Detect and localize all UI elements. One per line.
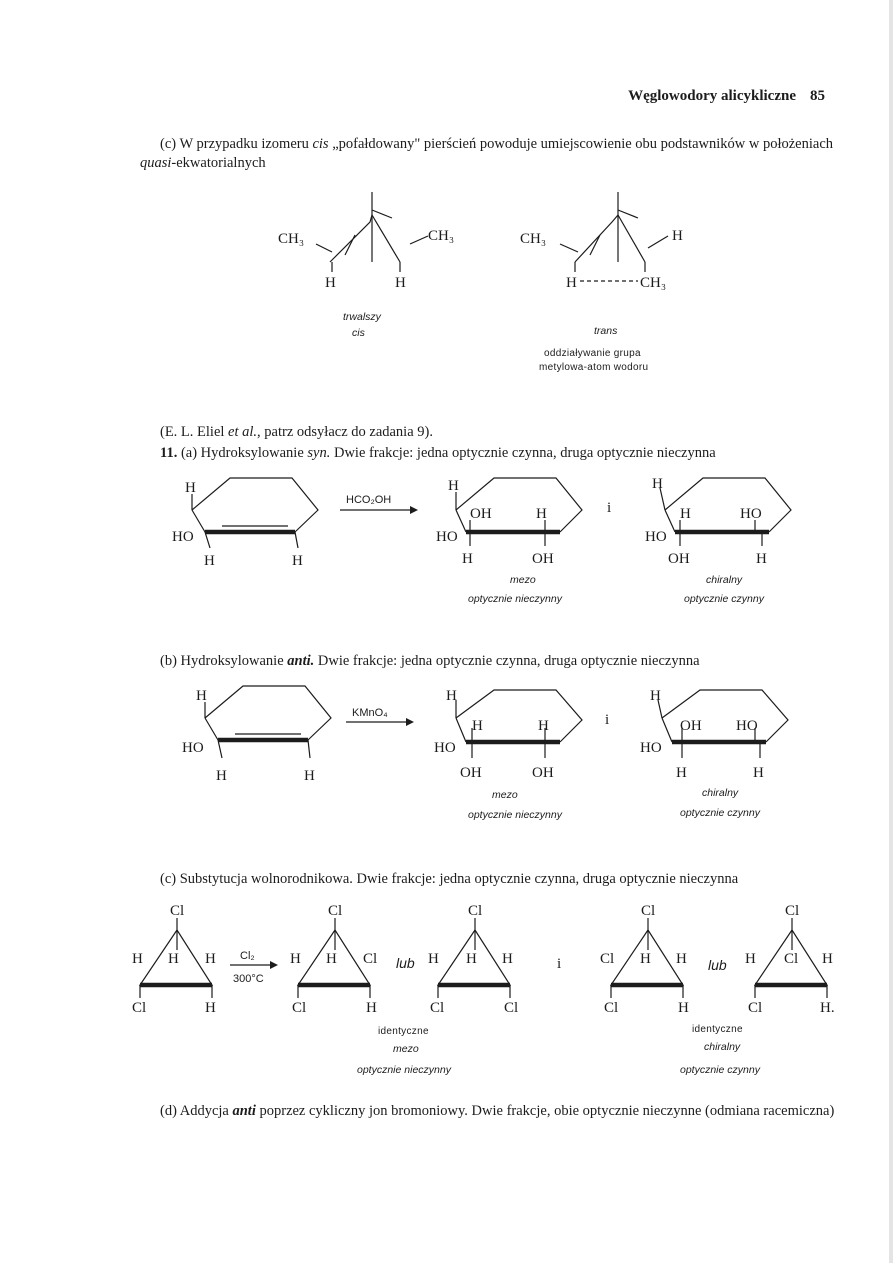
problem-number: 11. bbox=[160, 445, 178, 461]
a-reagent: HCO₂OH bbox=[346, 494, 392, 506]
b-chiral-ring bbox=[662, 690, 788, 742]
fig-a-arrow bbox=[340, 494, 418, 514]
fig-a-meso-product bbox=[436, 478, 582, 605]
c-cb-h-l: H bbox=[745, 951, 756, 967]
c-ma-cl-r: Cl bbox=[363, 951, 378, 967]
b-cap-active: optycznie czynny bbox=[680, 807, 760, 819]
para-c1-pre: (c) W przypadku izomeru bbox=[160, 136, 313, 152]
ref-etal: et al. bbox=[228, 424, 258, 440]
c-ca-h-br: H bbox=[678, 1000, 689, 1016]
p11c-text: (c) Substytucja wolnorodnikowa. Dwie frakcje: jedna optycznie czynna, druga optycznie nieczynna bbox=[160, 871, 739, 887]
b-cap-meso: mezo bbox=[492, 789, 518, 801]
c-reagent-bottom: 300°C bbox=[233, 973, 264, 985]
b-chiral-oh-1: OH bbox=[680, 718, 702, 734]
b-chiral-h-1: H bbox=[676, 765, 687, 781]
b-meso-left bbox=[456, 718, 466, 742]
c-ma-cl-bl: Cl bbox=[292, 1000, 307, 1016]
c-cap-chiral: chiralny bbox=[704, 1041, 741, 1053]
c-mb-h-c: H bbox=[466, 951, 477, 967]
fig-c-chiral-b bbox=[745, 903, 835, 1016]
c-cap-meso: mezo bbox=[393, 1043, 419, 1055]
fig-b-arrow bbox=[346, 707, 414, 726]
cis-h-2: H bbox=[395, 275, 406, 291]
c-ma-h-l: H bbox=[290, 951, 301, 967]
fig-b-reactant bbox=[182, 686, 331, 784]
b-meso-oh-2: OH bbox=[532, 765, 554, 781]
c-r-h-r: H bbox=[205, 951, 216, 967]
b-meso-h-1: H bbox=[472, 718, 483, 734]
fig-a-reactant bbox=[172, 478, 318, 569]
a-meso-ho: HO bbox=[436, 529, 458, 545]
b-chiral-left bbox=[662, 718, 672, 742]
c-mb-cl-br: Cl bbox=[504, 1000, 519, 1016]
a-meso-ring bbox=[456, 478, 582, 532]
fig-c-reactant bbox=[132, 903, 216, 1016]
b-chiral-h-2: H bbox=[753, 765, 764, 781]
cis-h-1: H bbox=[325, 275, 336, 291]
b-arrow-head bbox=[406, 718, 414, 726]
cis-isomer-structure bbox=[278, 192, 454, 339]
c-cb-h-r: H bbox=[822, 951, 833, 967]
trans-caption-1: trans bbox=[594, 325, 618, 337]
cis-ch3-bond-r bbox=[410, 236, 428, 244]
b-meso-ring bbox=[456, 690, 582, 742]
c-ma-h-c: H bbox=[326, 951, 337, 967]
a-cap-meso: mezo bbox=[510, 574, 536, 586]
a-ring-left-edge bbox=[192, 510, 205, 532]
b-meso-oh-1: OH bbox=[460, 765, 482, 781]
a-chiral-ring bbox=[665, 478, 791, 532]
c-cap-active: optycznie czynny bbox=[680, 1064, 760, 1076]
cis-caption-1: trwalszy bbox=[343, 311, 381, 323]
a-chiral-oh-2: OH bbox=[668, 551, 690, 567]
c-ca-cl-top: Cl bbox=[641, 903, 656, 919]
cis-bridge-methyl bbox=[372, 210, 392, 218]
ref-post: , patrz odsyłacz do zadania 9). bbox=[257, 424, 433, 440]
fig-b-chiral-product bbox=[640, 688, 788, 819]
c-cb-cl-c: Cl bbox=[784, 951, 799, 967]
a-meso-h-2: H bbox=[462, 551, 473, 567]
b-meso-h-top: H bbox=[446, 688, 457, 704]
trans-isomer-structure bbox=[520, 192, 683, 373]
c-arrow-head bbox=[270, 961, 278, 969]
a-h-bond-3 bbox=[295, 532, 298, 548]
a-cap-active: optycznie czynny bbox=[684, 593, 764, 605]
page-number: 85 bbox=[810, 88, 825, 104]
c-r-h-br: H bbox=[205, 1000, 216, 1016]
a-meso-oh-1: OH bbox=[470, 506, 492, 522]
p11d-pre: (d) Addycja bbox=[160, 1103, 233, 1119]
b-ho: HO bbox=[182, 740, 204, 756]
trans-ch3-bottom: CH₃ bbox=[640, 275, 667, 291]
b-h-bond-3 bbox=[308, 740, 310, 758]
c-cap-ident-2: identyczne bbox=[692, 1024, 743, 1035]
a-h-top: H bbox=[185, 480, 196, 496]
b-chiral-ho: HO bbox=[640, 740, 662, 756]
trans-h-right: H bbox=[672, 228, 683, 244]
para-c1-cis: cis bbox=[312, 136, 329, 152]
b-meso-ho: HO bbox=[434, 740, 456, 756]
b-cap-inactive: optycznie nieczynny bbox=[468, 809, 562, 821]
b-h-br: H bbox=[304, 768, 315, 784]
c-r-h-l: H bbox=[132, 951, 143, 967]
b-and: i bbox=[605, 712, 610, 728]
c-r-h-c: H bbox=[168, 951, 179, 967]
a-chiral-ho-1: HO bbox=[740, 506, 762, 522]
a-h-bond-2 bbox=[205, 532, 210, 548]
cis-ch3-left: CH₃ bbox=[278, 231, 305, 247]
p11a-post: Dwie frakcje: jedna optycznie czynna, druga optycznie nieczynna bbox=[330, 445, 716, 461]
fig-a-chiral-product bbox=[645, 476, 791, 605]
c-cb-h-br: H. bbox=[820, 1000, 835, 1016]
ref-pre: (E. L. Eliel bbox=[160, 424, 229, 440]
a-chiral-h-top: H bbox=[652, 476, 663, 492]
fig-c-meso-a bbox=[290, 903, 377, 1016]
b-reagent: KMnO₄ bbox=[352, 707, 388, 719]
c-r-cl-top: Cl bbox=[170, 903, 185, 919]
trans-ch3-bond bbox=[560, 244, 578, 252]
c-mb-cl-top: Cl bbox=[468, 903, 483, 919]
b-meso-h-2: H bbox=[538, 718, 549, 734]
a-chiral-h-2: H bbox=[756, 551, 767, 567]
a-cap-chiral: chiralny bbox=[706, 574, 743, 586]
p11a-pre: (a) Hydroksylowanie bbox=[177, 445, 308, 461]
trans-h-bond bbox=[648, 236, 668, 248]
a-meso-h-top: H bbox=[448, 478, 459, 494]
a-h-br: H bbox=[292, 553, 303, 569]
cis-bond-frame bbox=[330, 215, 400, 262]
fig-b-meso-product bbox=[434, 688, 582, 821]
c-r-cl-bl: Cl bbox=[132, 1000, 147, 1016]
p11b-anti: anti. bbox=[287, 653, 315, 669]
cis-caption-2: cis bbox=[352, 327, 365, 339]
a-ho: HO bbox=[172, 529, 194, 545]
p11b-post: Dwie frakcje: jedna optycznie czynna, druga optycznie nieczynna bbox=[314, 653, 700, 669]
c-and: i bbox=[557, 956, 562, 972]
b-cap-chiral: chiralny bbox=[702, 787, 739, 799]
cis-ch3-bond-l bbox=[316, 244, 332, 252]
para-c1-mid: „pofałdowany" pierścień powoduje umiejscowienie obu podstawników w położeniach bbox=[328, 136, 834, 152]
b-ring-outline bbox=[205, 686, 331, 740]
c-ca-cl-l: Cl bbox=[600, 951, 615, 967]
a-chiral-h-1: H bbox=[680, 506, 691, 522]
c-cb-cl-bl: Cl bbox=[748, 1000, 763, 1016]
c-mb-h-l: H bbox=[428, 951, 439, 967]
b-h-bond-2 bbox=[218, 740, 222, 758]
c-lub-1: lub bbox=[396, 955, 415, 971]
c-lub-2: lub bbox=[708, 957, 727, 973]
trans-caption-3: metylowa-atom wodoru bbox=[539, 362, 649, 373]
c-mb-cl-bl: Cl bbox=[430, 1000, 445, 1016]
c-ma-h-br: H bbox=[366, 1000, 377, 1016]
a-chiral-ho: HO bbox=[645, 529, 667, 545]
header-title: Węglowodory alicykliczne bbox=[628, 88, 796, 104]
a-and: i bbox=[607, 500, 612, 516]
para-c1-post: -ekwatorialnych bbox=[171, 155, 266, 171]
fig-c-arrow bbox=[230, 950, 278, 985]
c-ca-h-c: H bbox=[640, 951, 651, 967]
a-meso-oh-2: OH bbox=[532, 551, 554, 567]
cis-ch3-right: CH₃ bbox=[428, 228, 455, 244]
trans-bridge-methyl bbox=[618, 210, 638, 218]
c-ma-cl-top: Cl bbox=[328, 903, 343, 919]
c-reagent-top: Cl₂ bbox=[240, 950, 255, 962]
c-cb-cl-top: Cl bbox=[785, 903, 800, 919]
a-arrow-head bbox=[410, 506, 418, 514]
p11b-pre: (b) Hydroksylowanie bbox=[160, 653, 288, 669]
b-h-top: H bbox=[196, 688, 207, 704]
a-ring-outline bbox=[192, 478, 318, 532]
b-chiral-ho-1: HO bbox=[736, 718, 758, 734]
trans-caption-2: oddziaływanie grupa bbox=[544, 348, 641, 359]
c-ca-h-r: H bbox=[676, 951, 687, 967]
p11d-anti: anti bbox=[232, 1103, 256, 1119]
fig-c-meso-b bbox=[428, 903, 518, 1016]
c-mb-h-r: H bbox=[502, 951, 513, 967]
c-ca-cl-bl: Cl bbox=[604, 1000, 619, 1016]
c-cap-inactive: optycznie nieczynny bbox=[357, 1064, 451, 1076]
trans-bond-frame bbox=[575, 215, 645, 262]
trans-h-bottom: H bbox=[566, 275, 577, 291]
para-c1-quasi: quasi bbox=[140, 155, 172, 171]
p11d-post: poprzez cykliczny jon bromoniowy. Dwie frakcje, obie optycznie nieczynne (odmiana racemiczna) bbox=[255, 1103, 835, 1119]
a-meso-h-1: H bbox=[536, 506, 547, 522]
p11a-syn: syn. bbox=[307, 445, 331, 461]
c-cap-ident-1: identyczne bbox=[378, 1026, 429, 1037]
b-h-bl: H bbox=[216, 768, 227, 784]
b-chiral-h-top: H bbox=[650, 688, 661, 704]
a-cap-inactive: optycznie nieczynny bbox=[468, 593, 562, 605]
trans-ch3-left: CH₃ bbox=[520, 231, 547, 247]
fig-c-chiral-a bbox=[600, 903, 689, 1016]
a-h-bl: H bbox=[204, 553, 215, 569]
b-ring-left-edge bbox=[205, 718, 218, 740]
